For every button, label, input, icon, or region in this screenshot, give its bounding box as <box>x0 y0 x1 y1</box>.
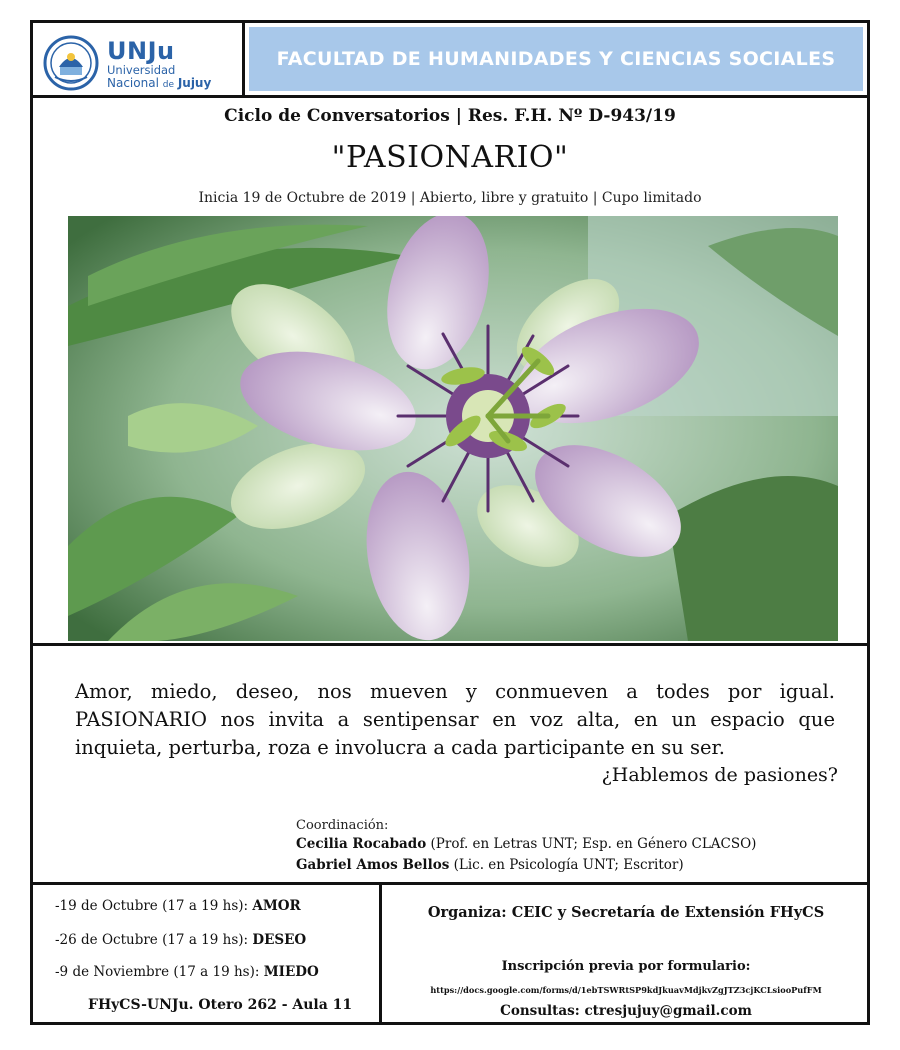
coordinator-1: Cecilia Rocabado (Prof. en Letras UNT; Esp. en Género CLACSO) <box>296 836 757 852</box>
event-question: ¿Hablemos de pasiones? <box>601 764 838 786</box>
event-title: "PASIONARIO" <box>331 140 569 175</box>
registration-link[interactable]: https://docs.google.com/forms/d/1ebTSWRtSP9kdJkuavMdjkvZgJTZ3cjKCLsiooPufFM <box>430 985 822 995</box>
logo-line-nacional: Nacional de Jujuy <box>107 76 212 90</box>
organizer: Organiza: CEIC y Secretaría de Extensión FHyCS <box>427 904 825 921</box>
event-description: Amor, miedo, deseo, nos mueven y conmueven a todes por igual. PASIONARIO nos invita a sentipensar en voz alta, en un espacio que inquieta, perturba, roza e involucra a cada participante en su ser. <box>75 680 835 759</box>
passion-flower-photo <box>68 216 838 641</box>
coordinator-2: Gabriel Amos Bellos (Lic. en Psicología UNT; Escritor) <box>296 857 684 873</box>
schedule-item: -19 de Octubre (17 a 19 hs): AMOR <box>55 898 301 914</box>
event-subtitle: Inicia 19 de Octubre de 2019 | Abierto, libre y gratuito | Cupo limitado <box>198 190 702 206</box>
logo-line-universidad: Universidad <box>107 63 176 77</box>
venue: FHyCS-UNJu. Otero 262 - Aula 11 <box>88 997 353 1013</box>
logo-wordmark: UNJu <box>107 37 175 65</box>
schedule-item: -26 de Octubre (17 a 19 hs): DESEO <box>55 932 307 948</box>
divider <box>30 643 870 646</box>
faculty-header <box>245 20 870 98</box>
university-logo <box>30 20 245 98</box>
coordination-label: Coordinación: <box>296 818 389 833</box>
faculty-name: FACULTAD DE HUMANIDADES Y CIENCIAS SOCIALES <box>276 48 836 70</box>
series-resolution: Ciclo de Conversatorios | Res. F.H. Nº D-943/19 <box>224 106 676 126</box>
registration-label: Inscripción previa por formulario: <box>501 959 751 974</box>
faculty-band <box>249 27 863 91</box>
contact-email[interactable]: Consultas: ctresjujuy@gmail.com <box>500 1003 752 1019</box>
university-seal-icon <box>43 35 99 91</box>
divider <box>30 882 870 885</box>
schedule-item: -9 de Noviembre (17 a 19 hs): MIEDO <box>55 964 319 980</box>
